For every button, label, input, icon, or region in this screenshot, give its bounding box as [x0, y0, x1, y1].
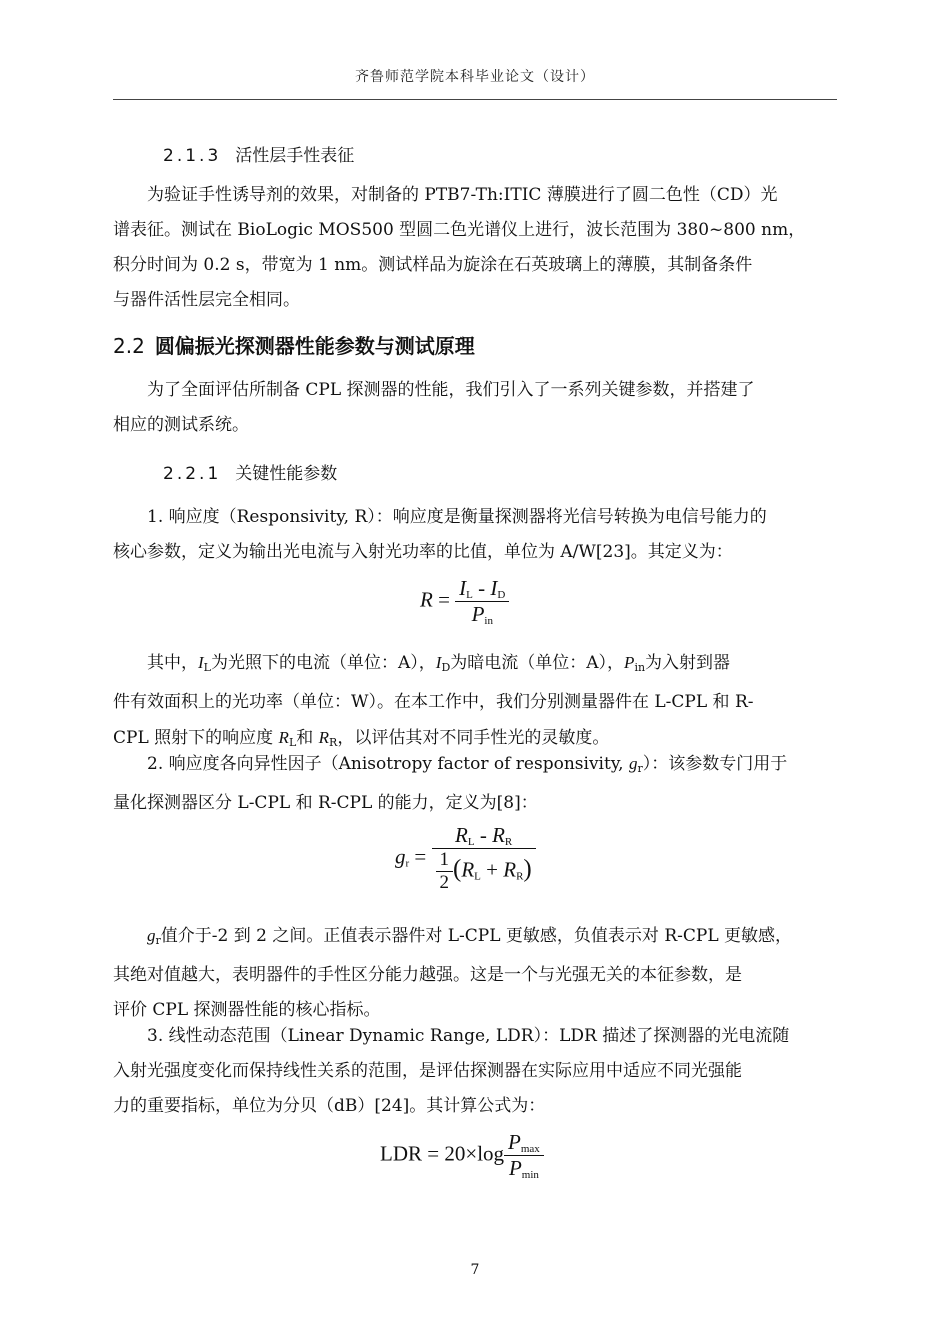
eq-fraction [504, 1130, 544, 1181]
subsection-number: 2.1.3 [163, 146, 222, 166]
eq-subscript: L [467, 836, 475, 848]
eq-symbol: I [459, 576, 467, 600]
eq-symbol: I [198, 653, 204, 672]
text-line: 力的重要指标，单位为分贝（dB）[24]。其计算公式为： [113, 1096, 546, 1116]
text-run: 其中， [147, 653, 198, 673]
paragraph-anisotropy [113, 746, 837, 821]
text-run: 2. 响应度各向异性因子（Anisotropy factor of responsivity, [147, 754, 629, 774]
eq-symbol: P [508, 1156, 522, 1180]
equation-anisotropy-factor [395, 823, 536, 894]
text-run: 为光照下的电流（单位：A）， [210, 653, 436, 673]
eq-subscript: R [516, 870, 524, 883]
eq-subscript: R [329, 736, 338, 749]
running-header: 齐鲁师范学院本科毕业论文（设计） [355, 69, 595, 85]
section-heading-2-2 [113, 330, 475, 359]
equation-ldr [380, 1130, 544, 1181]
section-title: 圆偏振光探测器性能参数与测试原理 [154, 334, 475, 358]
eq-symbol: g [395, 844, 406, 869]
text-line: 3. 线性动态范围（Linear Dynamic Range, LDR）：LDR 描述了探测器的光电流随 [147, 1026, 790, 1046]
page-number: 7 [470, 1262, 480, 1278]
eq-operator: - [472, 576, 491, 600]
paragraph-where-1 [113, 645, 837, 760]
eq-symbol: R [492, 823, 505, 847]
text-run: ，以评估其对不同手性光的灵敏度。 [337, 728, 610, 748]
text-line: 与器件活性层完全相同。 [113, 290, 300, 310]
subsection-heading-2-1-3 [163, 141, 354, 166]
text-line [113, 746, 837, 786]
section-number: 2.2 [113, 334, 145, 358]
eq-paren: ( [453, 855, 462, 883]
text-line: 1. 响应度（Responsivity, R）：响应度是衡量探测器将光信号转换为电信号能力的 [147, 507, 767, 527]
text-line: 谱表征。测试在 BioLogic MOS500 型圆二色光谱仪上进行，波长范围为 380~800 nm， [113, 220, 806, 240]
eq-subscript: R [504, 836, 513, 848]
text-line: 评价 CPL 探测器性能的核心指标。 [113, 1000, 381, 1020]
eq-symbol: g [147, 926, 156, 945]
eq-symbol: R [461, 857, 475, 882]
eq-subscript: D [441, 661, 451, 674]
eq-symbol: R [503, 857, 517, 882]
paragraph-ldr [113, 1019, 837, 1124]
eq-operator: + [480, 857, 504, 882]
eq-subscript: r [637, 762, 643, 775]
eq-paren: ) [523, 855, 532, 883]
paragraph-gr-meaning [113, 918, 837, 1028]
text-line: 核心参数，定义为输出光电流与入射光功率的比值，单位为 A/W[23]。其定义为： [113, 542, 733, 562]
subsection-number: 2.2.1 [163, 464, 222, 484]
text-run: 和 [296, 728, 319, 748]
eq-operator: = [438, 587, 450, 612]
text-line [113, 918, 837, 958]
text-line: 其绝对值越大，表明器件的手性区分能力越强。这是一个与光强无关的本征参数，是 [113, 965, 742, 985]
text-run: 为入射到器 [645, 653, 731, 673]
text-run: CPL 照射下的响应度 [113, 728, 279, 748]
eq-symbol: R [420, 587, 433, 612]
eq-symbol: P [624, 653, 635, 672]
eq-symbol: g [628, 754, 638, 773]
eq-function: log [477, 1141, 505, 1166]
eq-subscript: L [203, 661, 211, 674]
eq-subscript: L [474, 870, 481, 883]
text-line: 为验证手性诱导剂的效果，对制备的 PTB7-Th:ITIC 薄膜进行了圆二色性（CD）光 [147, 185, 778, 205]
eq-subscript: max [520, 1143, 540, 1155]
eq-number: 2 [439, 872, 450, 893]
subsection-title: 活性层手性表征 [235, 146, 355, 166]
eq-number: 1 [439, 849, 450, 870]
header-rule [113, 99, 837, 100]
text-line: 入射光强度变化而保持线性关系的范围，是评估探测器在实际应用中适应不同光强能 [113, 1061, 742, 1081]
text-line: 量化探测器区分 L-CPL 和 R-CPL 的能力，定义为[8]： [113, 793, 538, 813]
eq-symbol: I [435, 653, 442, 672]
eq-subscript: min [521, 1169, 539, 1181]
eq-subscript: L [288, 736, 297, 749]
paragraph-intro-2-2 [113, 373, 837, 443]
eq-fraction [432, 823, 536, 894]
equation-responsivity [420, 576, 509, 627]
text-line: 积分时间为 0.2 s，带宽为 1 nm。测试样品为旋涂在石英玻璃上的薄膜，其制备条件 [113, 255, 753, 275]
eq-subscript: r [155, 934, 161, 947]
text-line: 相应的测试系统。 [113, 415, 249, 435]
eq-symbol: I [490, 576, 498, 600]
subsection-heading-2-2-1 [163, 459, 337, 484]
eq-subscript: L [466, 589, 473, 601]
text-line: 为了全面评估所制备 CPL 探测器的性能，我们引入了一系列关键参数，并搭建了 [147, 380, 755, 400]
text-line [113, 645, 837, 685]
eq-symbol: R [278, 728, 289, 747]
eq-operator: = [414, 844, 427, 869]
eq-operator: - [474, 823, 493, 847]
eq-symbol: P [471, 602, 485, 626]
eq-symbol: R [455, 823, 468, 847]
eq-subscript: in [634, 661, 646, 674]
eq-fraction [455, 576, 509, 627]
eq-subscript: in [484, 615, 493, 627]
text-run: 值介于-2 到 2 之间。正值表示器件对 L-CPL 更敏感，负值表示对 R-CPL 更敏感， [160, 926, 793, 946]
eq-half-fraction [436, 849, 454, 894]
subsection-title: 关键性能参数 [235, 464, 338, 484]
eq-subscript: D [497, 589, 506, 601]
eq-symbol: R [318, 728, 330, 747]
eq-text: LDR = 20 [380, 1141, 466, 1166]
eq-subscript: r [405, 857, 410, 870]
eq-operator: × [465, 1141, 478, 1166]
eq-symbol: P [508, 1130, 521, 1154]
text-run: 为暗电流（单位：A）， [450, 653, 625, 673]
paragraph-cd-characterization [113, 178, 837, 318]
paragraph-responsivity [113, 500, 837, 570]
text-line: 件有效面积上的光功率（单位：W）。在本工作中，我们分别测量器件在 L-CPL 和 R- [113, 692, 754, 712]
text-run: ）：该参数专门用于 [642, 754, 788, 774]
